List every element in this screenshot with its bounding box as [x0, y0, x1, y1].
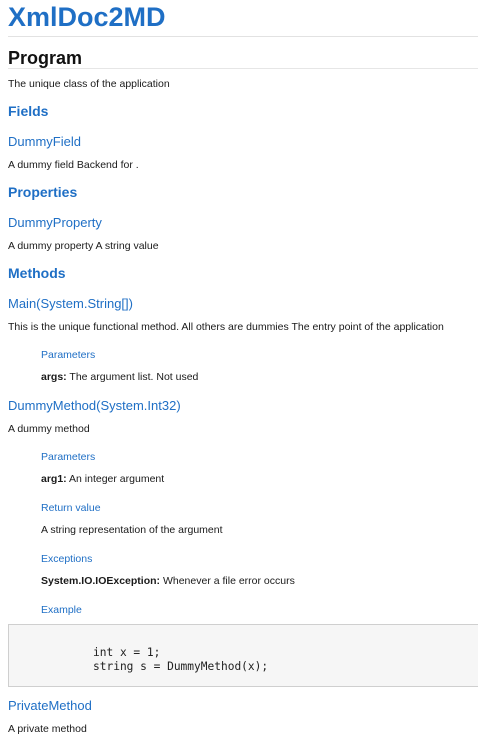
- parameter-name: args:: [41, 371, 67, 383]
- exception-name: System.IO.IOException:: [41, 575, 161, 587]
- parameter-desc: The argument list. Not used: [66, 371, 199, 383]
- properties-heading: Properties: [8, 184, 78, 200]
- class-summary: The unique class of the application: [8, 78, 170, 90]
- class-heading: Program: [8, 48, 83, 68]
- fields-heading: Fields: [8, 103, 49, 119]
- code-block: [8, 624, 478, 687]
- exception-item: [41, 575, 295, 587]
- parameter-item: [41, 371, 198, 383]
- example-label: Example: [41, 604, 82, 616]
- page-title: XmlDoc2MD: [8, 2, 166, 32]
- parameter-item: [41, 473, 164, 485]
- member-link[interactable]: DummyMethod(System.Int32): [8, 398, 181, 413]
- return-value-desc: A string representation of the argument: [41, 524, 223, 536]
- method-privatemethod-summary: A private method: [8, 723, 87, 735]
- exceptions-label: Exceptions: [41, 553, 93, 565]
- parameter-name: arg1:: [41, 473, 67, 485]
- member-link[interactable]: DummyProperty: [8, 215, 102, 230]
- return-value-label: Return value: [41, 502, 101, 514]
- parameters-label: Parameters: [41, 451, 96, 463]
- method-privatemethod-link[interactable]: [8, 698, 92, 713]
- title-divider: [8, 36, 478, 37]
- code-line: string s = DummyMethod(x);: [93, 660, 269, 673]
- class-divider: [8, 68, 478, 69]
- parameter-desc: An integer argument: [66, 473, 165, 485]
- member-link[interactable]: DummyField: [8, 134, 81, 149]
- property-summary: A dummy property A string value: [8, 240, 159, 252]
- method-main-summary: This is the unique functional method. All others are dummies The entry point of the application: [8, 321, 444, 333]
- member-link[interactable]: Main(System.String[]): [8, 296, 133, 311]
- method-main-link[interactable]: [8, 296, 133, 311]
- member-link[interactable]: PrivateMethod: [8, 698, 92, 713]
- property-dummyproperty-link[interactable]: [8, 215, 102, 230]
- method-dummymethod-link[interactable]: [8, 398, 181, 413]
- field-summary: A dummy field Backend for .: [8, 159, 139, 171]
- parameters-label: Parameters: [41, 349, 96, 361]
- field-dummyfield-link[interactable]: [8, 134, 81, 149]
- code-line: int x = 1;: [93, 646, 161, 659]
- exception-desc: Whenever a file error occurs: [160, 575, 295, 587]
- methods-heading: Methods: [8, 265, 66, 281]
- method-dummymethod-summary: A dummy method: [8, 423, 90, 435]
